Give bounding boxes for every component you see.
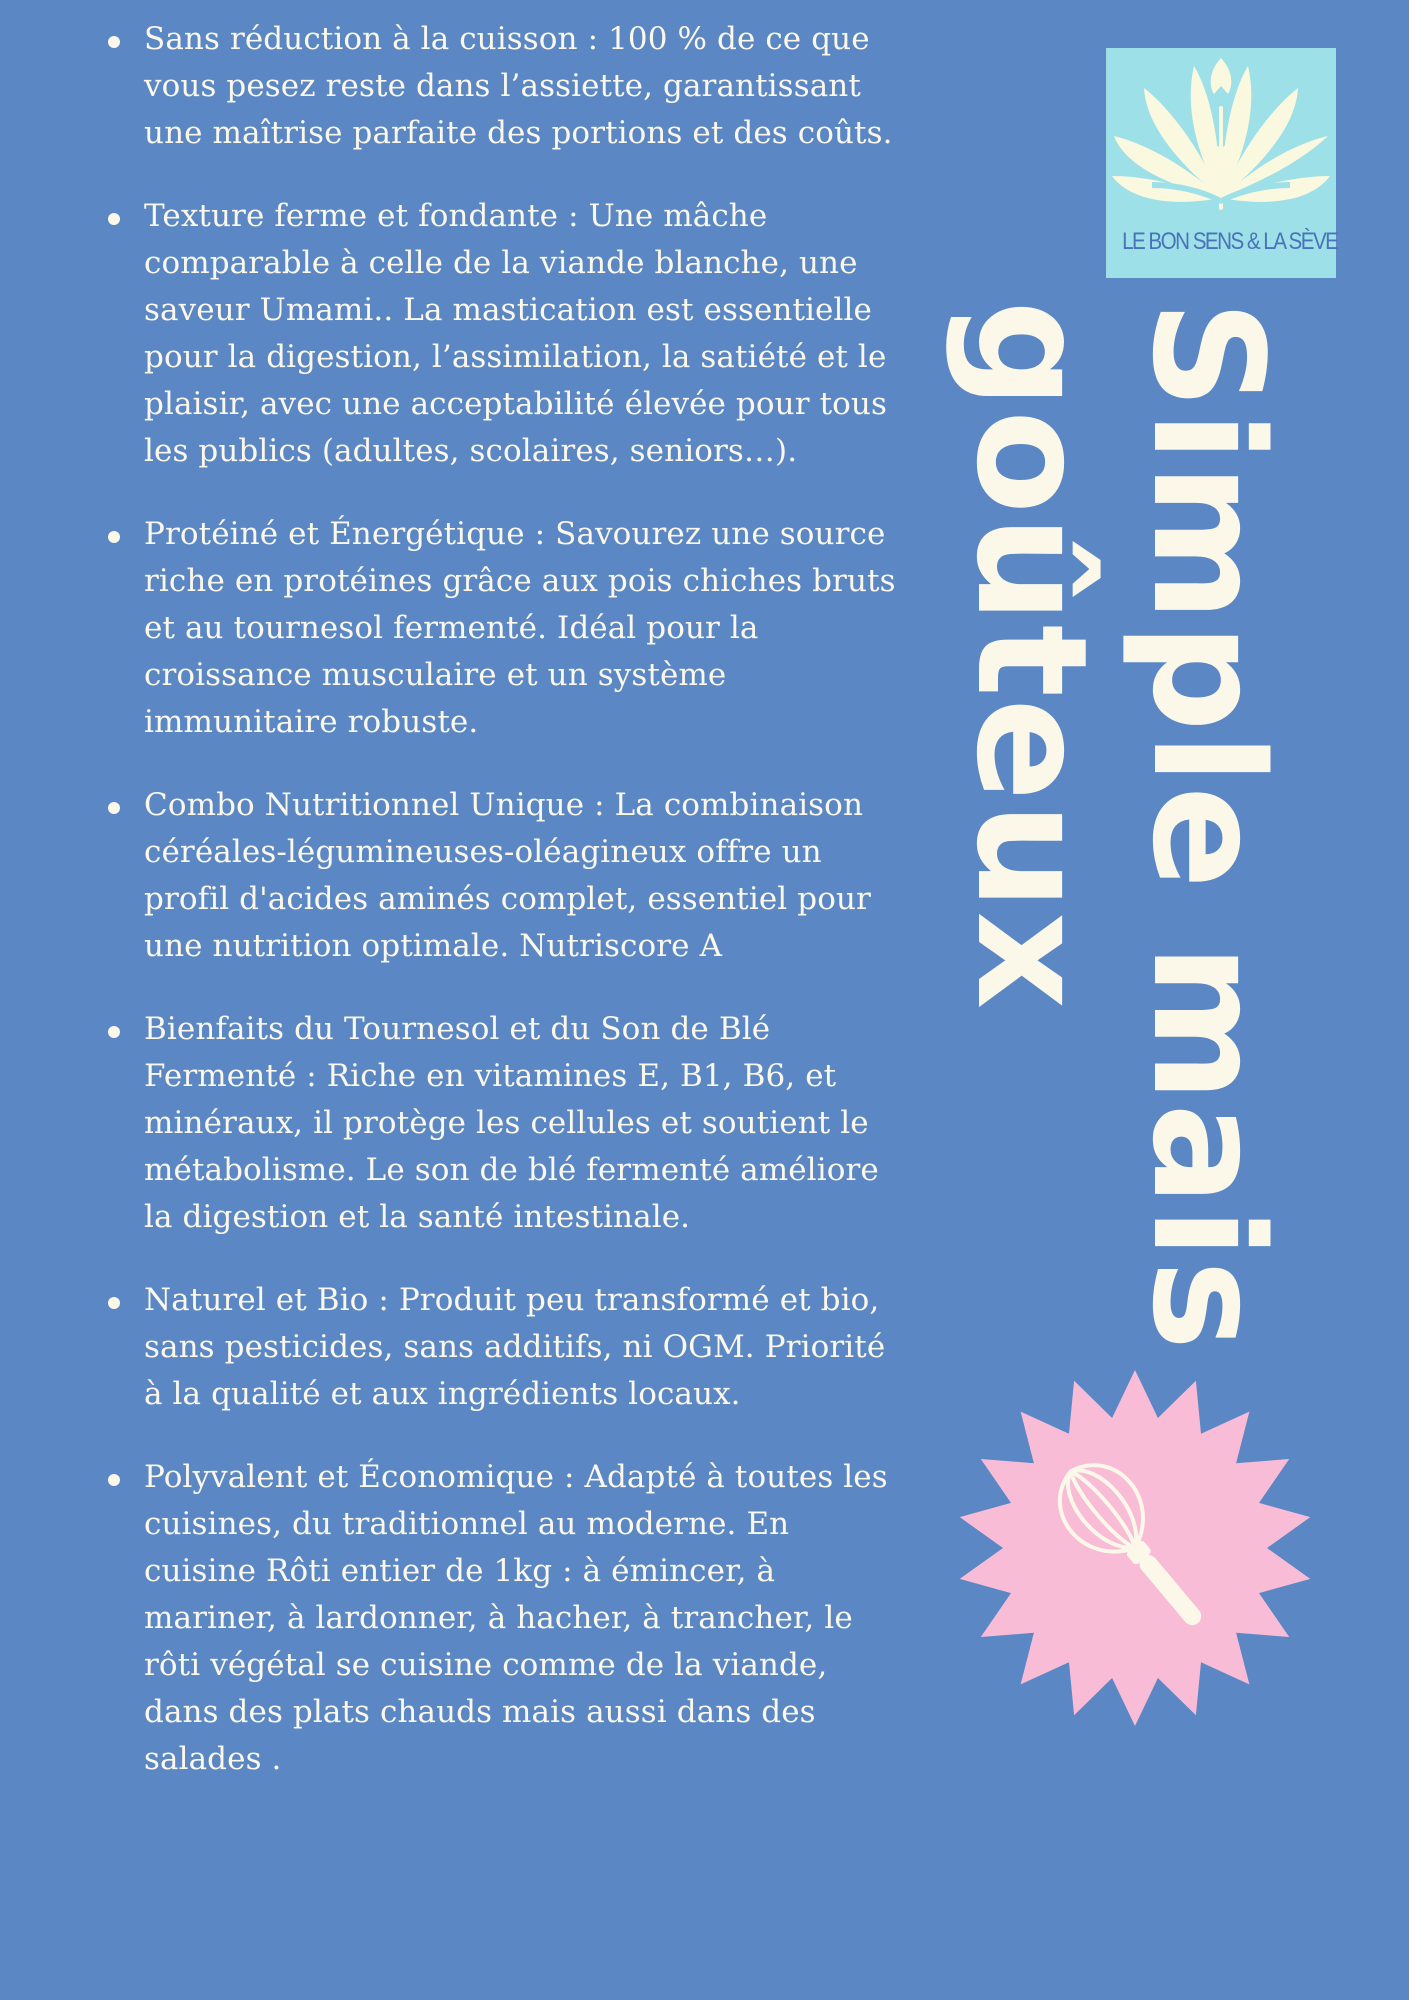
feature-item [108, 782, 898, 970]
feature-item [108, 1454, 898, 1783]
feature-text: Texture ferme et fondante : Une mâche comparable à celle de la viande blanche, une saveur Umami.. La mastication est essentielle pour la digestion, l’assimilation, la satiété et le plaisir, avec une acceptabilité élevée pour tous les publics (adultes, scolaires, seniors…). [144, 198, 887, 469]
feature-item [108, 16, 898, 157]
bullet-icon [108, 802, 120, 814]
starburst-badge [955, 1368, 1315, 1728]
feature-item [108, 1277, 898, 1418]
bullet-icon [108, 36, 120, 48]
brand-logo [1106, 48, 1336, 278]
feature-item [108, 1006, 898, 1241]
bullet-icon [108, 1026, 120, 1038]
title-line-2: goûteux [943, 300, 1120, 1011]
feature-item [108, 511, 898, 746]
feature-list [108, 16, 898, 1819]
feature-text: Combo Nutritionnel Unique : La combinaison céréales-légumineuses-oléagineux offre un profil d'acides aminés complet, essentiel pour une nutrition optimale. Nutriscore A [144, 787, 871, 964]
title-line-1: Simple mais [1119, 300, 1296, 1352]
brand-name: LE BON SENS & LA SÈVE [1122, 228, 1338, 255]
bullet-icon [108, 531, 120, 543]
bullet-icon [108, 1297, 120, 1309]
feature-text: Protéiné et Énergétique : Savourez une source riche en protéines grâce aux pois chiches bruts et au tournesol fermenté. Idéal pour la croissance musculaire et un système immunitaire robuste. [144, 516, 896, 740]
page-title [925, 300, 1295, 1380]
feature-text: Naturel et Bio : Produit peu transformé et bio, sans pesticides, sans additifs, ni OGM. Priorité à la qualité et aux ingrédients locaux. [144, 1282, 886, 1412]
feature-text: Sans réduction à la cuisson : 100 % de ce que vous pesez reste dans l’assiette, garantissant une maîtrise parfaite des portions et des coûts. [144, 21, 893, 151]
bullet-icon [108, 1474, 120, 1486]
feature-item [108, 193, 898, 475]
feature-text: Bienfaits du Tournesol et du Son de Blé Fermenté : Riche en vitamines E, B1, B6, et minéraux, il protège les cellules et soutient le métabolisme. Le son de blé fermenté améliore la digestion et la santé intestinale. [144, 1011, 879, 1235]
bullet-icon [108, 213, 120, 225]
feature-text: Polyvalent et Économique : Adapté à toutes les cuisines, du traditionnel au moderne. En cuisine Rôti entier de 1kg : à émincer, à mariner, à lardonner, à hacher, à trancher, le rôti végétal se cuisine comme de la viande, dans des plats chauds mais aussi dans des salades . [144, 1459, 888, 1777]
